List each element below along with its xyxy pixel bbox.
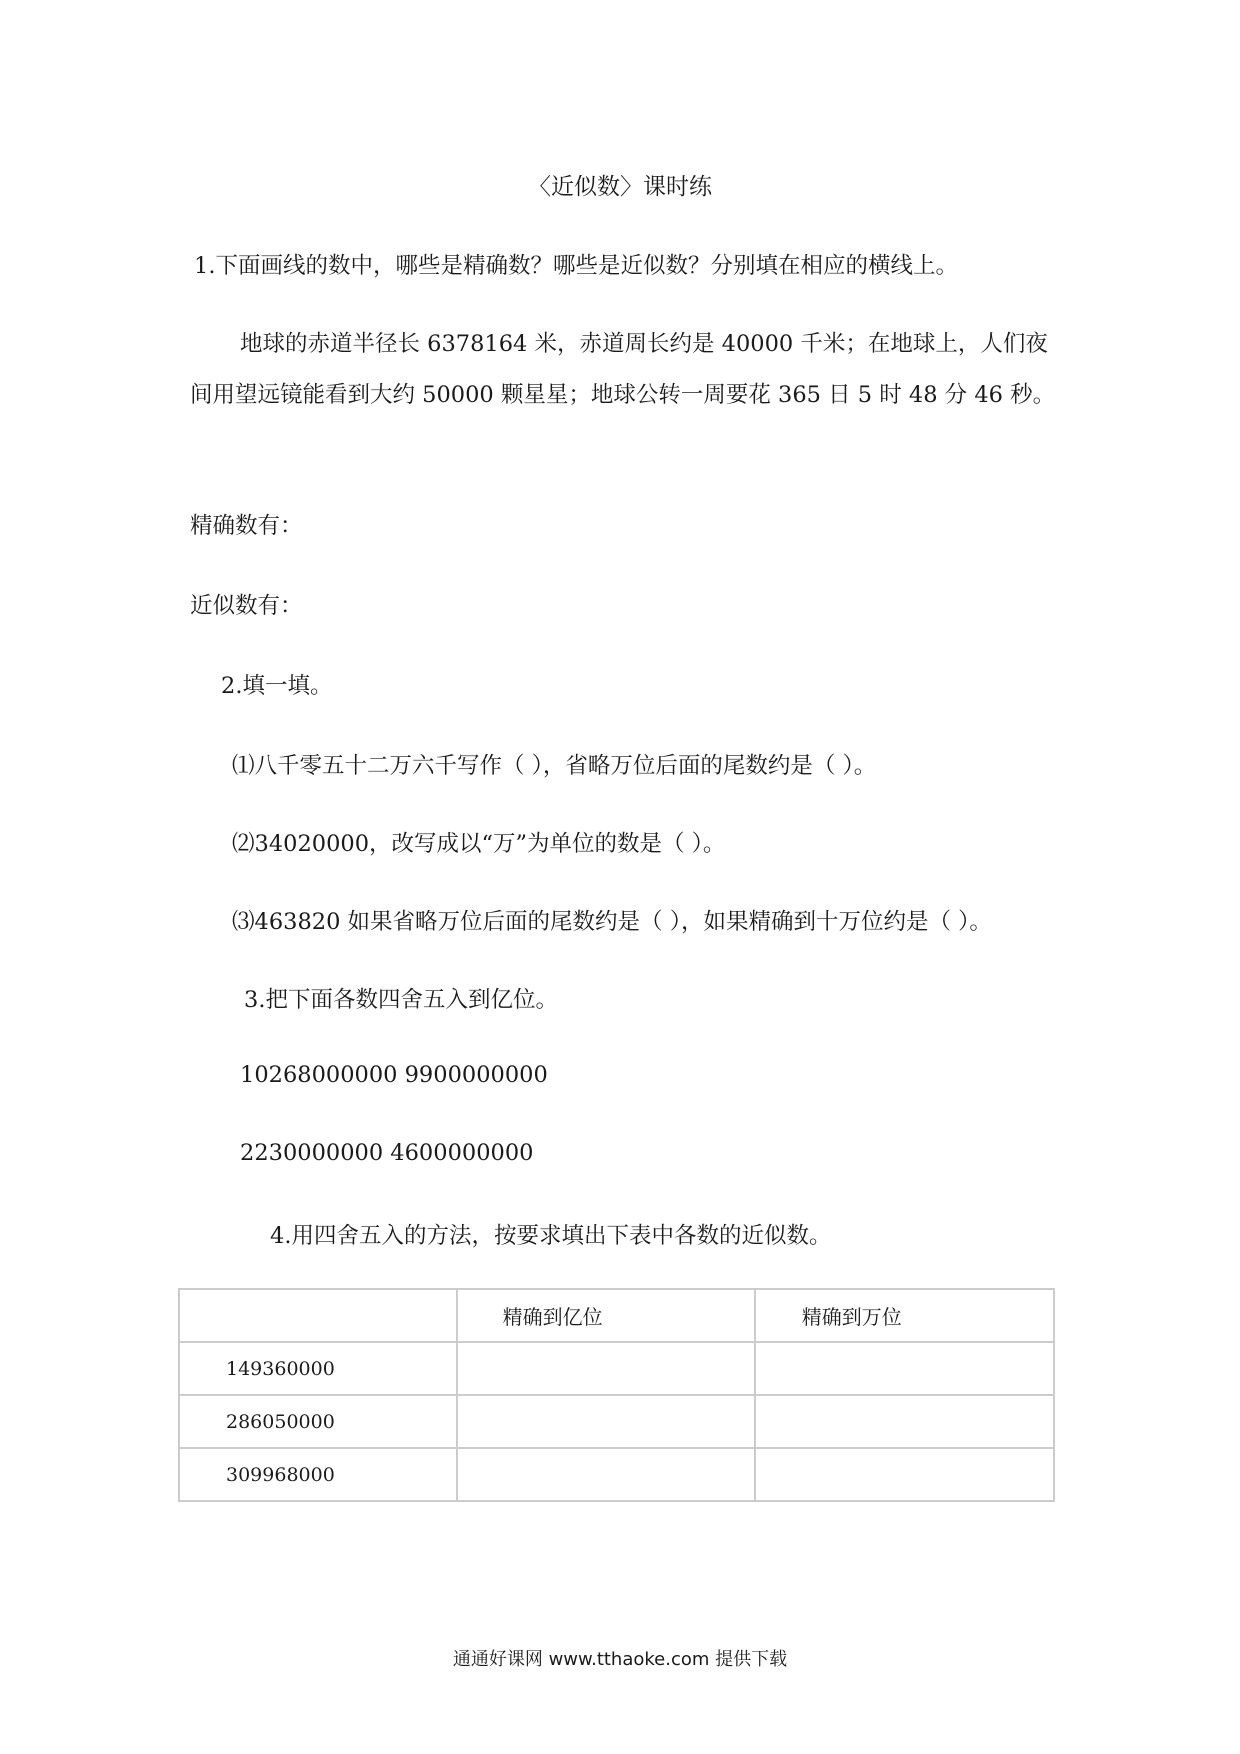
exact-numbers-label: 精确数有： (190, 513, 303, 539)
table-cell-answer (457, 1395, 755, 1448)
table-cell-answer (457, 1448, 755, 1501)
question-2-prompt: 2.填一填。 (221, 673, 333, 699)
page-title: 〈近似数〉课时练 (528, 174, 712, 200)
approximate-numbers-label: 近似数有： (190, 593, 303, 619)
table-cell-answer (755, 1342, 1054, 1395)
question-2-item-2: ⑵34020000，改写成以“万”为单位的数是（ ）。 (232, 831, 726, 857)
question-3-line-1: 10268000000 9900000000 (240, 1062, 548, 1088)
table-cell-answer (755, 1448, 1054, 1501)
question-2-item-1: ⑴八千零五十二万六千写作（ ），省略万位后面的尾数约是（ ）。 (232, 753, 877, 779)
question-1-passage: 地球的赤道半径长 6378164 米，赤道周长约是 40000 千米；在地球上，人们夜间用望远镜能看到大约 50000 颗星星；地球公转一周要花 365 日 5 时 48 分 46 秒。 (190, 331, 1056, 408)
question-3-prompt: 3.把下面各数四舍五入到亿位。 (244, 987, 558, 1013)
question-2-item-3: ⑶463820 如果省略万位后面的尾数约是（ ），如果精确到十万位约是（ ）。 (232, 909, 992, 935)
table-cell-number: 309968000 (179, 1448, 457, 1501)
table-header-cell: 精确到亿位 (457, 1289, 755, 1342)
question-4-prompt: 4.用四舍五入的方法，按要求填出下表中各数的近似数。 (270, 1223, 832, 1249)
table-header-row (179, 1289, 1054, 1342)
approximation-table (178, 1288, 1055, 1502)
table-row (179, 1342, 1054, 1395)
table-cell-number: 149360000 (179, 1342, 457, 1395)
table-cell-number: 286050000 (179, 1395, 457, 1448)
footer-source: 通通好课网 www.tthaoke.com 提供下载 (452, 1649, 788, 1670)
question-1-prompt: 1.下面画线的数中，哪些是精确数？哪些是近似数？分别填在相应的横线上。 (194, 253, 958, 279)
table-cell-answer (457, 1342, 755, 1395)
table-header-cell (179, 1289, 457, 1342)
question-3-line-2: 2230000000 4600000000 (240, 1140, 534, 1166)
table-row (179, 1448, 1054, 1501)
table-cell-answer (755, 1395, 1054, 1448)
table-row (179, 1395, 1054, 1448)
table-header-cell: 精确到万位 (755, 1289, 1054, 1342)
